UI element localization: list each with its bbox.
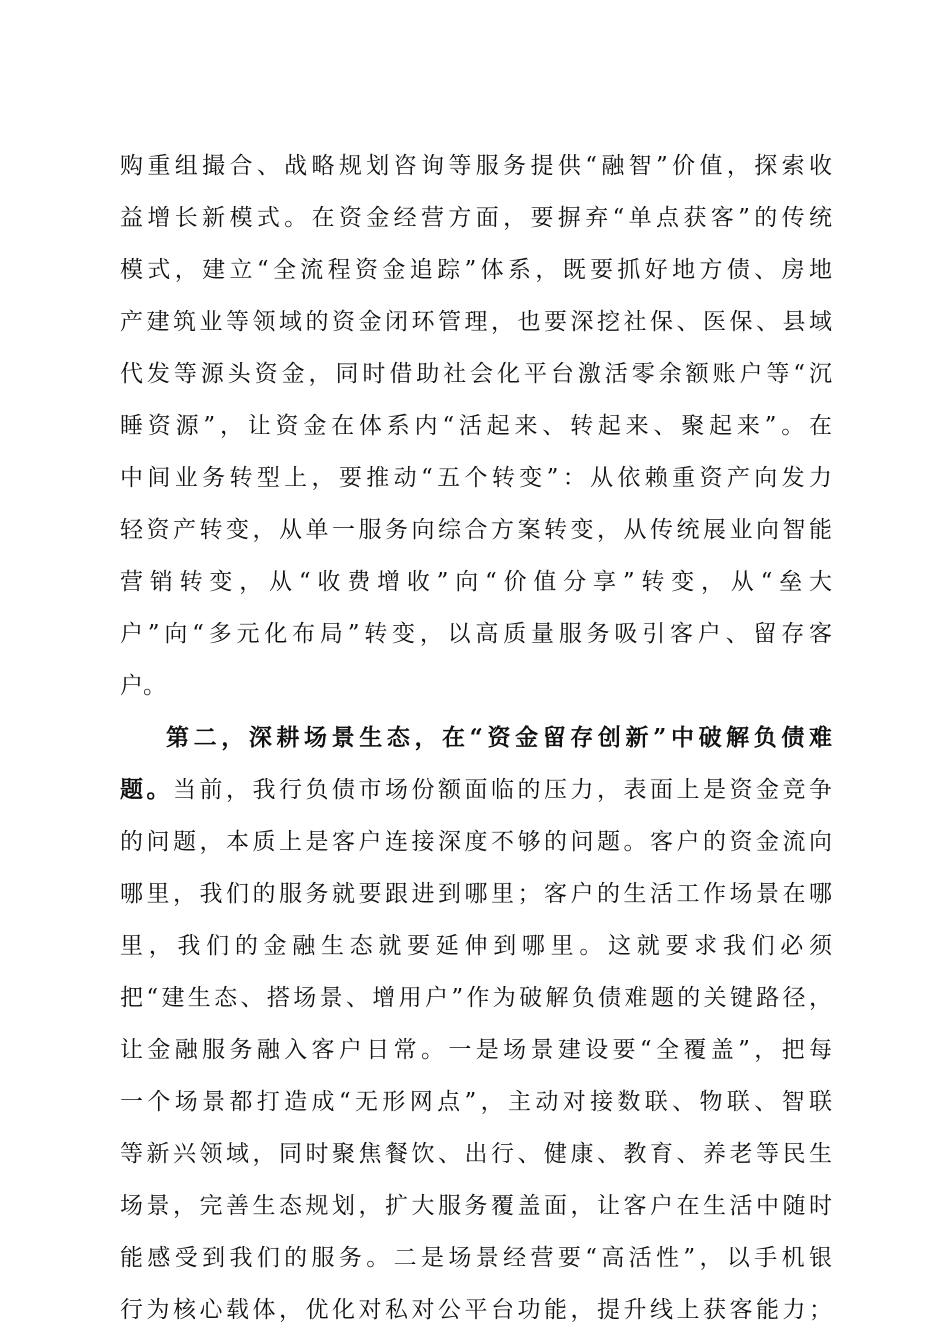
section-heading-line bbox=[120, 712, 832, 764]
text-line: 模式，建立“全流程资金追踪”体系，既要抓好地方债、房地 bbox=[120, 257, 832, 283]
text-line: 睡资源”，让资金在体系内“活起来、转起来、聚起来”。在 bbox=[120, 413, 832, 439]
text-line: 能感受到我们的服务。二是场景经营要“高活性”，以手机银 bbox=[120, 1245, 832, 1271]
text-line: 产建筑业等领域的资金闭环管理，也要深挖社保、医保、县域 bbox=[120, 309, 832, 335]
text-run: 当前，我行负债市场份额面临的压力，表面上是资金竞争 bbox=[173, 777, 832, 803]
text-line: 益增长新模式。在资金经营方面，要摒弃“单点获客”的传统 bbox=[120, 205, 832, 231]
text-line: 场景，完善生态规划，扩大服务覆盖面，让客户在生活中随时 bbox=[120, 1193, 832, 1219]
text-line: 哪里，我们的服务就要跟进到哪里；客户的生活工作场景在哪 bbox=[120, 881, 832, 907]
text-line bbox=[120, 764, 832, 816]
text-line: 户”向“多元化布局”转变，以高质量服务吸引客户、留存客 bbox=[120, 621, 832, 647]
section-heading-tail: 题。 bbox=[120, 776, 173, 803]
text-line: 一个场景都打造成“无形网点”，主动对接数联、物联、智联 bbox=[120, 1089, 832, 1115]
text-line: 营销转变，从“收费增收”向“价值分享”转变，从“垒大 bbox=[120, 569, 832, 595]
text-line: 中间业务转型上，要推动“五个转变”：从依赖重资产向发力 bbox=[120, 465, 832, 491]
text-line: 的问题，本质上是客户连接深度不够的问题。客户的资金流向 bbox=[120, 829, 832, 855]
section-heading: 第二，深耕场景生态，在“资金留存创新”中破解负债难 bbox=[166, 724, 832, 751]
text-line: 轻资产转变，从单一服务向综合方案转变，从传统展业向智能 bbox=[120, 517, 832, 543]
text-line: 代发等源头资金，同时借助社会化平台激活零余额账户等“沉 bbox=[120, 361, 832, 387]
text-line: 户。 bbox=[120, 673, 166, 699]
text-line: 购重组撮合、战略规划咨询等服务提供“融智”价值，探索收 bbox=[120, 153, 832, 179]
text-line: 里，我们的金融生态就要延伸到哪里。这就要求我们必须 bbox=[120, 933, 832, 959]
document-body bbox=[120, 140, 832, 1336]
text-line: 等新兴领域，同时聚焦餐饮、出行、健康、教育、养老等民生 bbox=[120, 1141, 832, 1167]
text-line: 把“建生态、搭场景、增用户”作为破解负债难题的关键路径， bbox=[120, 985, 832, 1011]
text-line: 行为核心载体，优化对私对公平台功能，提升线上获客能力； bbox=[120, 1297, 832, 1323]
text-line: 让金融服务融入客户日常。一是场景建设要“全覆盖”，把每 bbox=[120, 1037, 832, 1063]
